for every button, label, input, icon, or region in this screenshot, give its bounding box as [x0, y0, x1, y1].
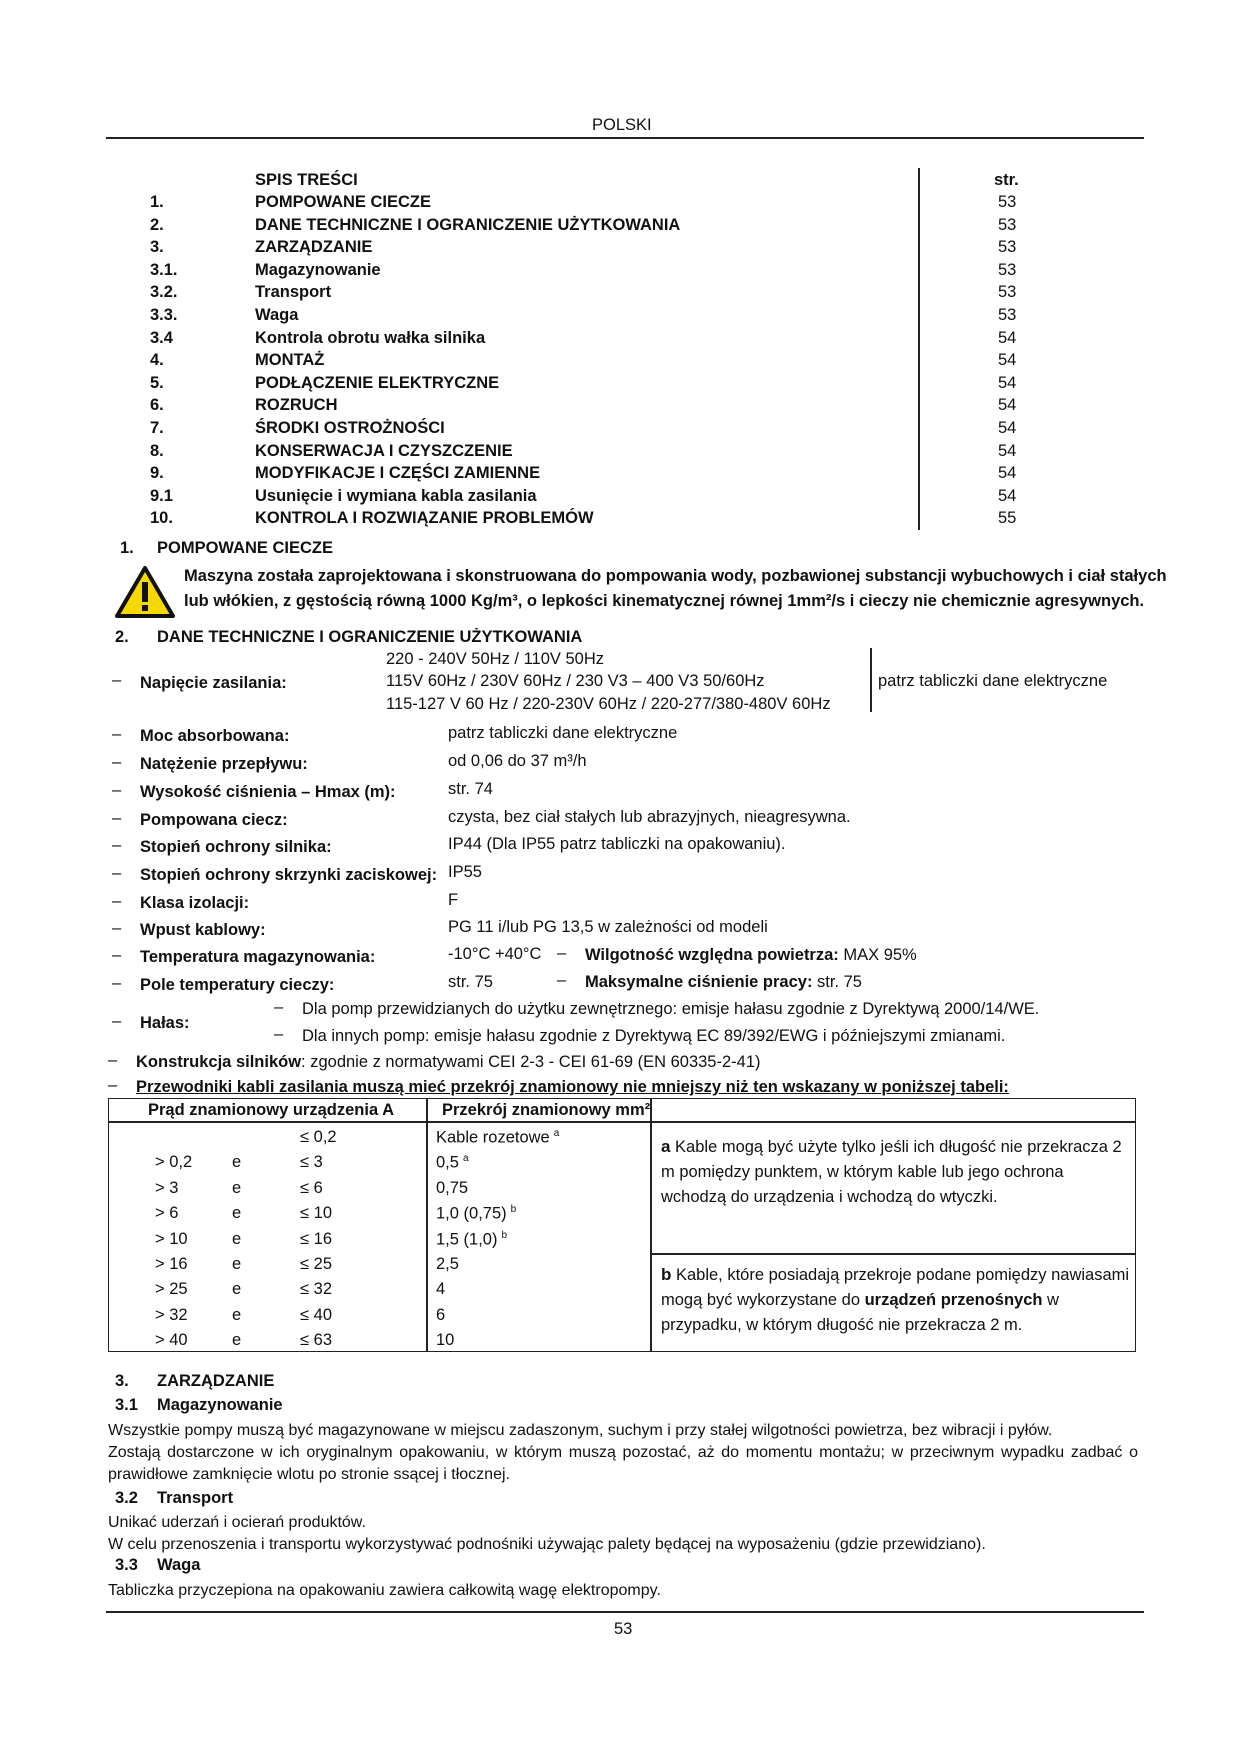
spec-label: Stopień ochrony silnika: — [140, 838, 332, 856]
spec-value: -10°C +40°C — [448, 945, 542, 963]
cable-row-section-value: 0,5 — [436, 1153, 459, 1172]
cable-row-from: > 0,2 — [155, 1153, 193, 1172]
cable-row-footnote-mark: a — [553, 1128, 560, 1139]
noise-line1: Dla pomp przewidzianych do użytku zewnętrznego: emisje hałasu zgodnie z Dyrektywą 2000/14/WE. — [302, 1000, 1040, 1018]
cable-row-section-value: 6 — [436, 1305, 446, 1324]
cable-row-section-value: 4 — [436, 1280, 446, 1299]
section32-p2: W celu przenoszenia i transportu wykorzystywać podnośniki używając palety będącej na wyposażeniu (gdzie przewidziano). — [108, 1536, 986, 1553]
humidity-label: Wilgotność względna powietrza: — [585, 946, 839, 964]
toc-item-page: 54 — [998, 373, 1017, 392]
bullet-dash: – — [557, 944, 567, 962]
cable-row-conj: e — [232, 1178, 242, 1197]
max-pressure-spec — [585, 973, 862, 992]
toc-item-num: 10. — [150, 509, 173, 528]
warning-icon — [114, 565, 176, 619]
cable-note-a — [661, 1134, 1131, 1210]
section1-num: 1. — [120, 539, 134, 557]
toc-item-title: DANE TECHNICZNE I OGRANICZENIE UŻYTKOWANIA — [255, 215, 681, 234]
toc-item-title: Waga — [255, 306, 299, 324]
spec-value: str. 75 — [448, 973, 493, 991]
cable-row-to: ≤ 40 — [300, 1305, 332, 1324]
cable-row-conj: e — [232, 1229, 242, 1248]
spec-label: Natężenie przepływu: — [140, 755, 308, 773]
toc-item-num: 5. — [150, 373, 164, 392]
spec-label: Pole temperatury cieczy: — [140, 976, 335, 994]
bullet-dash: – — [112, 836, 122, 854]
cable-row-from: > 25 — [155, 1280, 188, 1299]
cable-row-from: > 10 — [155, 1229, 188, 1248]
toc-item-title: ZARZĄDZANIE — [255, 238, 373, 257]
cable-row-section — [436, 1204, 516, 1224]
cable-note-a-text: Kable mogą być użyte tylko jeśli ich długość nie przekracza 2 m pomiędzy punktem, w którym kable lub jego ochrona wchodzą do urządzenia i wchodzą do wtyczki. — [661, 1138, 1122, 1206]
spec-value: PG 11 i/lub PG 13,5 w zależności od modeli — [448, 918, 768, 936]
footer-rule — [106, 1611, 1144, 1613]
cable-row-conj: e — [232, 1204, 242, 1223]
section33-num: 3.3 — [115, 1556, 138, 1574]
cable-table-header-rule — [108, 1121, 1136, 1123]
toc-page-header: str. — [994, 171, 1019, 189]
spec-value: czysta, bez ciał stałych lub abrazyjnych, nieagresywna. — [448, 808, 851, 826]
toc-item-page: 55 — [998, 509, 1017, 528]
cable-row-from: > 32 — [155, 1305, 188, 1324]
page-number: 53 — [614, 1620, 633, 1638]
cable-row-to: ≤ 3 — [300, 1153, 323, 1172]
section31-p1: Wszystkie pompy muszą być magazynowane w miejscu zadaszonym, suchym i przy stałej wilgotności powietrza, bez wibracji i pyłów. — [108, 1422, 1053, 1439]
toc-item-num: 3. — [150, 238, 164, 257]
section3-num: 3. — [115, 1372, 129, 1390]
toc-item-page: 54 — [998, 396, 1017, 415]
cable-row-conj: e — [232, 1331, 242, 1350]
toc-divider — [918, 168, 920, 530]
toc-title: SPIS TREŚCI — [255, 171, 358, 189]
spec-label: Wpust kablowy: — [140, 921, 266, 939]
cable-row-to: ≤ 63 — [300, 1331, 332, 1350]
spec-label: Stopień ochrony skrzynki zaciskowej: — [140, 866, 438, 884]
toc-item-num: 8. — [150, 441, 164, 460]
toc-item-num: 2. — [150, 215, 164, 234]
voltage-line1: 220 - 240V 50Hz / 110V 50Hz — [386, 650, 604, 668]
cable-row-footnote-mark: b — [510, 1204, 517, 1216]
cable-row-section-value: 2,5 — [436, 1255, 459, 1273]
section1-title: POMPOWANE CIECZE — [157, 539, 334, 557]
voltage-label: Napięcie zasilania: — [140, 674, 287, 692]
language-header: POLSKI — [592, 116, 652, 134]
motor-construction-label: Konstrukcja silników — [136, 1053, 302, 1071]
section32-num: 3.2 — [115, 1489, 138, 1507]
toc-item-page: 54 — [998, 441, 1017, 460]
cable-row-section — [436, 1331, 454, 1350]
motor-construction — [136, 1053, 761, 1072]
cable-row-section-value: 1,5 (1,0) — [436, 1230, 498, 1249]
toc-item-num: 3.3. — [150, 306, 178, 324]
spec-value: F — [448, 891, 459, 909]
motor-construction-value: : zgodnie z normatywami CEI 2-3 - CEI 61-69 (EN 60335-2-41) — [301, 1053, 761, 1071]
toc-item-num: 3.1. — [150, 260, 178, 279]
bullet-dash: – — [112, 671, 122, 689]
cable-row-section — [436, 1280, 445, 1299]
noise-line2: Dla innych pomp: emisje hałasu zgodnie z Dyrektywą EC 89/392/EWG i późniejszymi zmianami. — [302, 1027, 1006, 1045]
spec-value: IP44 (Dla IP55 patrz tabliczki na opakowaniu). — [448, 835, 786, 853]
toc-item-num: 4. — [150, 351, 164, 370]
voltage-line3: 115-127 V 60 Hz / 220-230V 60Hz / 220-277/380-480V 60Hz — [386, 695, 831, 713]
toc-item-title: Magazynowanie — [255, 260, 381, 279]
spec-value: str. 74 — [448, 780, 493, 798]
max-pressure-label: Maksymalne ciśnienie pracy: — [585, 973, 813, 991]
cable-row-section-value: Kable rozetowe — [436, 1128, 550, 1147]
cable-row-section — [436, 1306, 445, 1325]
cable-table-header-section: Przekrój znamionowy mm² — [442, 1101, 651, 1119]
toc-item-page: 53 — [998, 283, 1017, 302]
cable-note-b-text2: w przypadku, w którym długość nie przekracza 2 m. — [661, 1291, 1059, 1334]
toc-item-page: 54 — [998, 464, 1017, 483]
toc-item-title: POMPOWANE CIECZE — [255, 193, 432, 211]
bullet-dash: – — [112, 1012, 122, 1030]
section33-p1: Tabliczka przyczepiona na opakowaniu zawiera całkowitą wagę elektropompy. — [108, 1582, 661, 1599]
cable-table-col-divider-2 — [650, 1098, 652, 1352]
bullet-dash: – — [112, 864, 122, 882]
section2-num: 2. — [115, 628, 129, 646]
cable-row-to: ≤ 6 — [300, 1178, 323, 1197]
section32-p1: Unikać uderzań i ocierań produktów. — [108, 1514, 366, 1531]
cable-note: Przewodniki kabli zasilania muszą mieć przekrój znamionowy nie mniejszy niż ten wskazany w poniższej tabeli: — [136, 1078, 1009, 1096]
bullet-dash: – — [557, 971, 567, 989]
section31-num: 3.1 — [115, 1396, 138, 1414]
cable-row-section-value: 10 — [436, 1331, 455, 1350]
bullet-dash: – — [112, 892, 122, 910]
section32-title: Transport — [157, 1489, 234, 1507]
bullet-dash: – — [108, 1076, 118, 1094]
cable-row-conj: e — [232, 1255, 242, 1273]
bullet-dash: – — [108, 1051, 118, 1069]
toc-item-num: 9.1 — [150, 486, 173, 505]
cable-row-conj: e — [232, 1280, 242, 1299]
toc-item-title: KONSERWACJA I CZYSZCZENIE — [255, 441, 513, 460]
cable-row-footnote-mark: b — [501, 1229, 508, 1241]
toc-item-title: ROZRUCH — [255, 396, 338, 415]
toc-item-page: 54 — [998, 419, 1017, 437]
toc-item-num: 1. — [150, 193, 164, 211]
noise-label: Hałas: — [140, 1014, 190, 1032]
cable-table-col-divider-1 — [426, 1098, 428, 1352]
cable-row-footnote-mark: a — [462, 1153, 469, 1165]
cable-note-b-text1: Kable, które posiadają przekroje podane pomiędzy nawiasami mogą być wykorzystane do — [661, 1266, 1130, 1309]
section3-title: ZARZĄDZANIE — [157, 1372, 275, 1390]
toc-item-page: 53 — [998, 193, 1017, 211]
section31-title: Magazynowanie — [157, 1396, 283, 1414]
cable-row-to: ≤ 32 — [300, 1280, 332, 1299]
toc-item-page: 54 — [998, 351, 1017, 370]
toc-item-title: Kontrola obrotu wałka silnika — [255, 328, 486, 347]
cable-row-section-value: 0,75 — [436, 1178, 469, 1197]
spec-label: Moc absorbowana: — [140, 727, 290, 745]
cable-row-section-value: 1,0 (0,75) — [436, 1204, 507, 1223]
bullet-dash: – — [112, 753, 122, 771]
toc-item-page: 54 — [998, 328, 1017, 347]
toc-item-num: 6. — [150, 396, 164, 415]
voltage-line2: 115V 60Hz / 230V 60Hz / 230 V3 – 400 V3 50/60Hz — [386, 672, 765, 690]
spec-label: Temperatura magazynowania: — [140, 948, 376, 966]
cable-row-to: ≤ 16 — [300, 1229, 332, 1248]
cable-table-header-current: Prąd znamionowy urządzenia A — [148, 1101, 395, 1119]
cable-row-section — [436, 1128, 559, 1148]
cable-note-a-mark: a — [661, 1137, 671, 1156]
cable-row-from: > 3 — [155, 1178, 179, 1197]
toc-item-page: 54 — [998, 486, 1017, 505]
toc-item-title: MONTAŻ — [255, 351, 325, 370]
cable-row-to: ≤ 0,2 — [300, 1128, 337, 1146]
voltage-divider — [870, 648, 872, 712]
bullet-dash: – — [274, 1025, 284, 1043]
bullet-dash: – — [112, 781, 122, 799]
cable-row-from: > 6 — [155, 1204, 179, 1223]
section33-title: Waga — [157, 1556, 201, 1574]
bullet-dash: – — [112, 919, 122, 937]
spec-value: od 0,06 do 37 m³/h — [448, 752, 587, 770]
toc-item-page: 53 — [998, 215, 1017, 234]
toc-item-num: 7. — [150, 419, 164, 437]
cable-row-section — [436, 1153, 469, 1173]
cable-note-b-bold: urządzeń przenośnych — [864, 1291, 1043, 1309]
cable-note-b — [661, 1262, 1131, 1338]
bullet-dash: – — [112, 809, 122, 827]
cable-table-notes-rule — [650, 1253, 1136, 1255]
toc-item-title: MODYFIKACJE I CZĘŚCI ZAMIENNE — [255, 464, 541, 483]
cable-row-section — [436, 1179, 468, 1198]
spec-label: Wysokość ciśnienia – Hmax (m): — [140, 783, 396, 801]
humidity-spec — [585, 946, 917, 965]
cable-row-section — [436, 1255, 459, 1274]
section31-p2: Zostają dostarczone w ich oryginalnym opakowaniu, w którym muszą pozostać, aż do momentu montażu; w przeciwnym wypadku zadbać o prawidłowe zamknięcie wlotu po stronie ssącej i tłocznej. — [108, 1444, 1138, 1483]
warning-text-line1: Maszyna została zaprojektowana i skonstruowana do pompowania wody, pozbawionej substancji wybuchowych i ciał stałych — [184, 567, 1167, 585]
toc-item-page: 53 — [998, 306, 1017, 324]
toc-item-title: Usunięcie i wymiana kabla zasilania — [255, 486, 537, 505]
cable-row-to: ≤ 25 — [300, 1255, 332, 1273]
spec-label: Klasa izolacji: — [140, 894, 250, 912]
toc-item-title: PODŁĄCZENIE ELEKTRYCZNE — [255, 373, 500, 392]
toc-item-num: 9. — [150, 464, 164, 483]
cable-row-from: > 16 — [155, 1255, 188, 1273]
cable-row-conj: e — [232, 1305, 242, 1324]
cable-row-conj: e — [232, 1153, 242, 1172]
bullet-dash: – — [112, 974, 122, 992]
bullet-dash: – — [274, 998, 284, 1016]
toc-item-page: 53 — [998, 238, 1017, 257]
toc-item-num: 3.2. — [150, 283, 178, 302]
cable-note-b-mark: b — [661, 1265, 672, 1284]
cable-row-to: ≤ 10 — [300, 1204, 332, 1223]
toc-item-page: 53 — [998, 260, 1017, 279]
spec-value: patrz tabliczki dane elektryczne — [448, 724, 678, 742]
cable-row-from: > 40 — [155, 1331, 188, 1350]
bullet-dash: – — [112, 725, 122, 743]
bullet-dash: – — [112, 946, 122, 964]
section2-title: DANE TECHNICZNE I OGRANICZENIE UŻYTKOWANIA — [157, 628, 583, 646]
warning-text-line2: lub włókien, z gęstością równą 1000 Kg/m³, o lepkości kinematycznej równej 1mm²/s i cieczy nie chemicznie agresywnych. — [184, 592, 1145, 610]
voltage-note: patrz tabliczki dane elektryczne — [878, 672, 1108, 690]
toc-item-title: Transport — [255, 283, 332, 302]
toc-item-title: KONTROLA I ROZWIĄZANIE PROBLEMÓW — [255, 509, 594, 528]
humidity-value: MAX 95% — [838, 946, 917, 964]
max-pressure-value: str. 75 — [812, 973, 862, 991]
cable-row-section — [436, 1230, 507, 1250]
spec-value: IP55 — [448, 863, 482, 881]
toc-item-num: 3.4 — [150, 328, 173, 347]
header-rule — [106, 137, 1144, 139]
toc-item-title: ŚRODKI OSTROŻNOŚCI — [255, 419, 445, 437]
spec-label: Pompowana ciecz: — [140, 811, 288, 829]
